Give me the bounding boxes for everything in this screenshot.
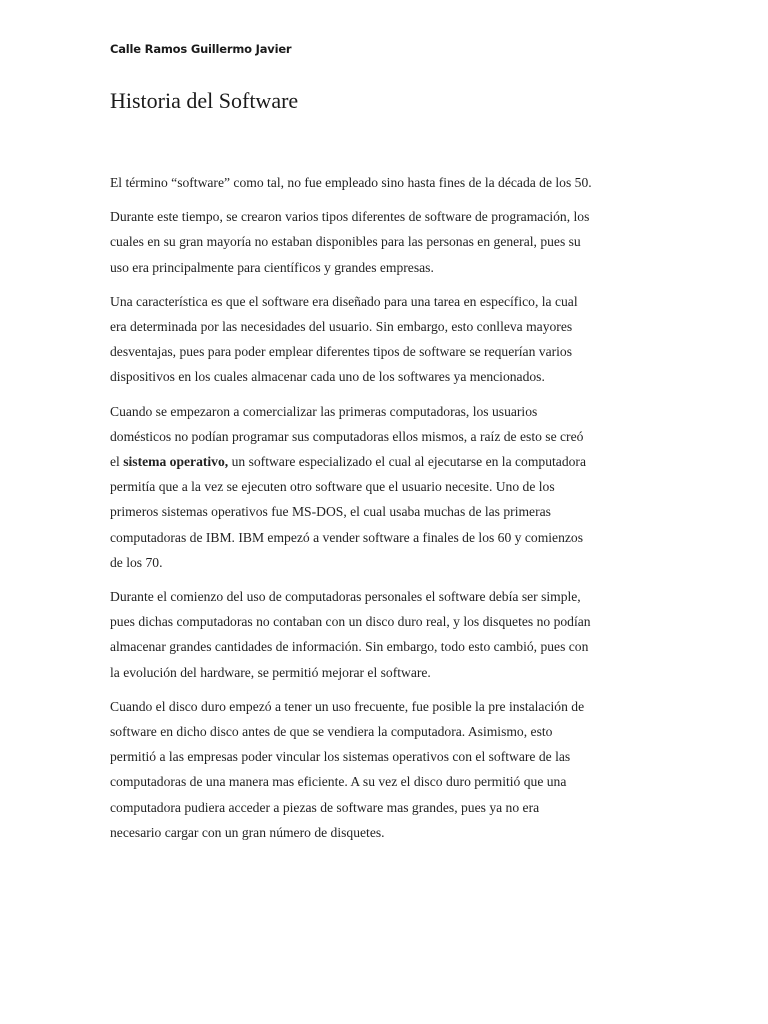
text-line: domésticos no podían programar sus computadoras ellos mismos, a raíz de esto se creó: [110, 428, 584, 444]
text-line: Durante el comienzo del uso de computadoras personales el software debía ser simple,: [110, 589, 581, 605]
text-line: dispositivos en los cuales almacenar cada uno de los softwares ya mencionados.: [110, 369, 545, 385]
paragraph-1: [110, 170, 660, 195]
bold-term-sistema-operativo: sistema operativo,: [123, 454, 229, 470]
paragraph-6: [110, 694, 660, 845]
text-line: primeros sistemas operativos fue MS-DOS, el cual usaba muchas de las primeras: [110, 504, 551, 520]
text-line: computadora pudiera acceder a piezas de software mas grandes, pues ya no era: [110, 799, 540, 815]
paragraph-4: [110, 399, 660, 575]
text-line: permitió a las empresas poder vincular los sistemas operativos con el software de las: [110, 749, 571, 765]
paragraph-2: [110, 204, 660, 280]
paragraph-3: [110, 289, 660, 390]
text-line: software en dicho disco antes de que se vendiera la computadora. Asimismo, esto: [110, 724, 553, 740]
document-body: [110, 170, 660, 854]
text-line: cuales en su gran mayoría no estaban disponibles para las personas en general, pues su: [110, 234, 581, 250]
text-line: necesario cargar con un gran número de disquetes.: [110, 824, 385, 840]
text-line: la evolución del hardware, se permitió mejorar el software.: [110, 664, 431, 680]
text-line: computadoras de una manera mas eficiente. A su vez el disco duro permitió que una: [110, 774, 567, 790]
text-line: Una característica es que el software era diseñado para una tarea en específico, la cual: [110, 293, 578, 309]
text-line: Cuando el disco duro empezó a tener un uso frecuente, fue posible la pre instalación de: [110, 698, 585, 714]
text-line: El término “software” como tal, no fue empleado sino hasta fines de la década de los 50.: [110, 175, 592, 190]
document-title: Historia del Software: [110, 88, 299, 113]
text-line: uso era principalmente para científicos y grandes empresas.: [110, 259, 434, 275]
text-line-with-bold: [110, 449, 660, 474]
paragraph-5: [110, 584, 660, 685]
text-line: permitía que a la vez se ejecuten otro software que el usuario necesite. Uno de los: [110, 479, 555, 495]
text-line: de los 70.: [110, 554, 163, 570]
text-line: era determinada por las necesidades del usuario. Sin embargo, esto conlleva mayores: [110, 319, 573, 335]
text-line: Cuando se empezaron a comercializar las primeras computadoras, los usuarios: [110, 403, 538, 419]
text-line: almacenar grandes cantidades de información. Sin embargo, todo esto cambió, pues con: [110, 639, 589, 655]
text-segment: un software especializado el cual al ejecutarse en la computadora: [228, 454, 586, 470]
author-name: Calle Ramos Guillermo Javier: [110, 42, 292, 56]
text-line: desventajas, pues para poder emplear diferentes tipos de software se requerían varios: [110, 344, 573, 360]
text-line: Durante este tiempo, se crearon varios tipos diferentes de software de programación, los: [110, 209, 590, 225]
text-segment: el: [110, 454, 124, 470]
text-line: pues dichas computadoras no contaban con un disco duro real, y los disquetes no podían: [110, 614, 591, 630]
text-line: computadoras de IBM. IBM empezó a vender software a finales de los 60 y comienzos: [110, 529, 583, 545]
